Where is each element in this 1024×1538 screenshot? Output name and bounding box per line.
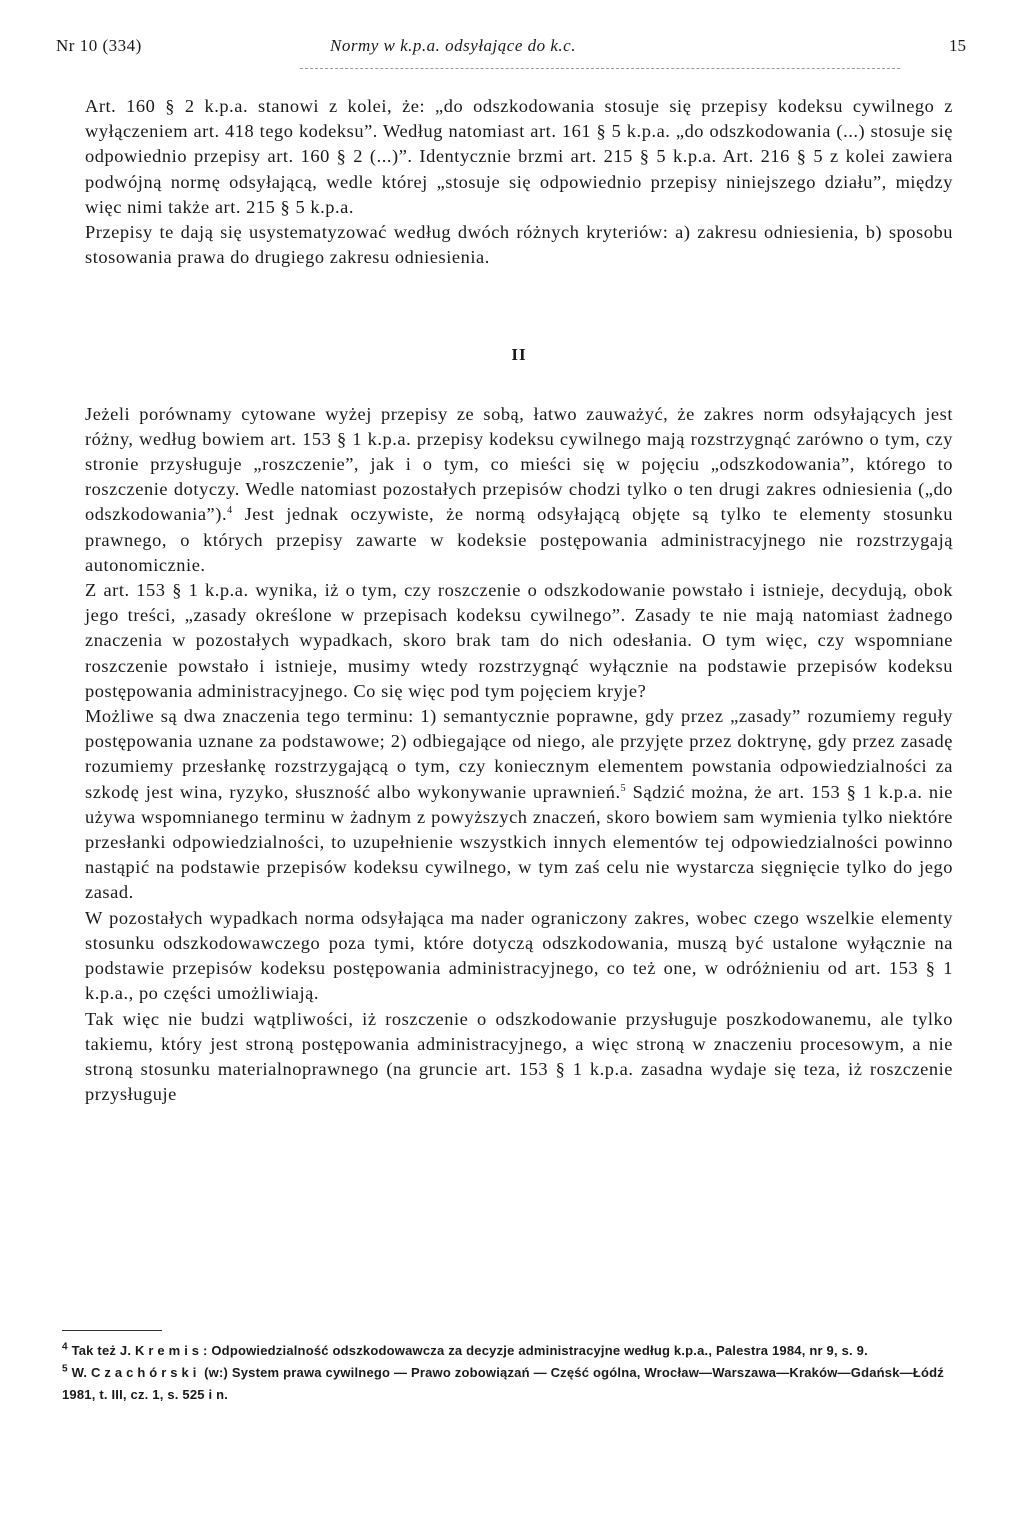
section-heading: II (511, 345, 527, 365)
running-header (56, 36, 966, 62)
footnote-ref: 5 (620, 782, 627, 794)
page-number: 15 (949, 36, 966, 55)
main-text (85, 94, 953, 1107)
footnote: $^4$ Tak też J. Kremis: Odpowiedzialność odszkodowawcza za decyzje administracyjne według k.p.a., Palestra 1984, nr 9, s. 9. (62, 1341, 868, 1358)
footnote-author: Kremis (134, 1343, 204, 1358)
footnotes (62, 1340, 954, 1406)
footnote: $^5$ W. Czachórski (w:) System prawa cywilnego — Prawo zobowiązań — Część ogólna, Wrocław—Warszawa—Kraków—Gdańsk—Łódź 1981, t. III, cz. 1, s. 525 i n. (62, 1363, 944, 1402)
issue-number: Nr 10 (334) (56, 36, 142, 55)
footnote-divider (62, 1330, 162, 1331)
paragraph: Art. 160 § 2 k.p.a. stanowi z kolei, że: „do odszkodowania stosuje się przepisy kodeksu cywilnego z wyłączeniem art. 418 tego kodeksu”. Według natomiast art. 161 § 5 k.p.a. „do odszkodowania (...) stosuje się odpowiednio przepisy art. 160 § 2 (...)”. Identycznie brzmi art. 215 § 5 k.p.a. Art. 216 § 5 z kolei zawiera podwójną normę odsyłającą, wedle której „stosuje się odpowiednio przepisy niniejszego działu”, między więc nimi także art. 215 § 5 k.p.a. (85, 96, 953, 217)
running-title: Normy w k.p.a. odsyłające do k.c. (330, 36, 576, 55)
header-divider (300, 68, 900, 69)
paragraph: Możliwe są dwa znaczenia tego terminu: 1) semantycznie poprawne, gdy przez „zasady” rozumiemy reguły postępowania uznane za podstawowe; 2) odbiegające od niego, ale przyjęte przez doktrynę, gdy przez zasadę rozumiemy przesłankę rozstrzygającą o tym, czy koniecznym elementem powstania odpowiedzialności za szkodę jest wina, ryzyko, słuszność albo wykonywanie uprawnień.$^5$ Sądzić można, że art. 153 § 1 k.p.a. nie używa wspomnianego terminu w żadnym z powyższych znaczeń, skoro bowiem sam wymienia tylko niektóre przesłanki odpowiedzialności, to uzupełnienie wszystkich innych elementów tej odpowiedzialności powinno nastąpić na podstawie przepisów kodeksu cywilnego, w tym zaś celu nie wystarcza sięgnięcie tylko do jego zasad. (85, 706, 953, 903)
paragraph: Z art. 153 § 1 k.p.a. wynika, iż o tym, czy roszczenie o odszkodowanie powstało i istnieje, decydują, obok jego treści, „zasady określone w przepisach kodeksu cywilnego”. Zasady te nie mają natomiast żadnego znaczenia w pozostałych wypadkach, skoro brak tam do nich odesłania. O tym więc, czy wspomniane roszczenie powstało i istnieje, musimy wtedy rozstrzygnąć wyłącznie na podstawie przepisów kodeksu postępowania administracyjnego. Co się więc pod tym pojęciem kryje? (85, 580, 953, 701)
paragraph: W pozostałych wypadkach norma odsyłająca ma nader ograniczony zakres, wobec czego wszelkie elementy stosunku odszkodowawczego poza tymi, które dotyczą odszkodowania, muszą być ustalone wyłącznie na podstawie przepisów kodeksu postępowania administracyjnego, co też one, w odróżnieniu od art. 153 § 1 k.p.a., po części umożliwiają. (85, 907, 953, 1004)
footnote-ref: 4 (227, 505, 233, 517)
paragraph: Przepisy te dają się usystematyzować według dwóch różnych kryteriów: a) zakresu odniesienia, b) sposobu stosowania prawa do drugiego zakresu odniesienia. (85, 222, 953, 268)
footnote-author: Czachórski (90, 1365, 201, 1380)
paragraph: Tak więc nie budzi wątpliwości, iż roszczenie o odszkodowanie przysługuje poszkodowanemu, ale tylko takiemu, który jest stroną postępowania administracyjnego, a więc stroną w znaczeniu procesowym, a nie stroną stosunku materialnoprawnego (na gruncie art. 153 § 1 k.p.a. zasadna wydaje się teza, iż roszczenie przysługuje (85, 1008, 953, 1105)
paragraph: Jeżeli porównamy cytowane wyżej przepisy ze sobą, łatwo zauważyć, że zakres norm odsyłających jest różny, według bowiem art. 153 § 1 k.p.a. przepisy kodeksu cywilnego mają rozstrzygnąć zarówno o tym, czy stronie przysługuje „roszczenie”, jak i o tym, co mieści się w pojęciu „odszkodowania”, którego to roszczenie dotyczy. Wedle natomiast pozostałych przepisów chodzi tylko o ten drugi zakres odniesienia („do odszkodowania”).$^4$ Jest jednak oczywiste, że normą odsyłającą objęte są tylko te elementy stosunku prawnego, o których przepisy zawarte w kodeksie postępowania administracyjnego nie rozstrzygają autonomicznie. (85, 403, 953, 575)
